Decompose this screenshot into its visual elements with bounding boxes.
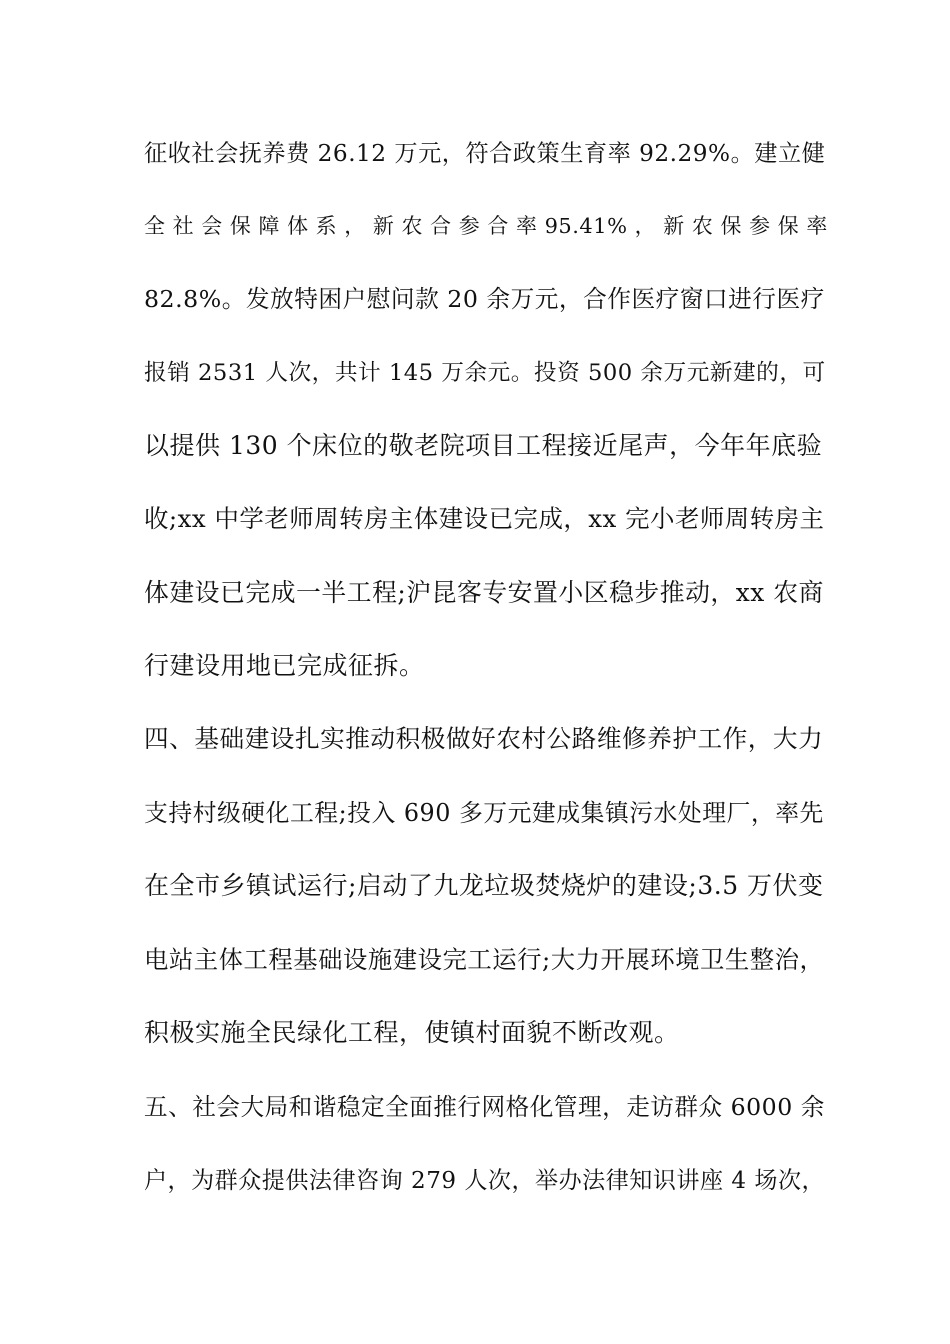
text-line: 电站主体工程基础设施建设完工运行;大力开展环境卫生整治， (144, 945, 825, 974)
text-line: 四、基础建设扎实推动积极做好农村公路维修养护工作，大力 (144, 724, 824, 753)
text-line: 积极实施全民绿化工程，使镇村面貌不断改观。 (144, 1018, 680, 1047)
text-line: 收;xx 中学老师周转房主体建设已完成，xx 完小老师周转房主 (144, 504, 825, 533)
text-line: 以提供 130 个床位的敬老院项目工程接近尾声，今年年底验 (144, 431, 823, 460)
text-line: 户，为群众提供法律咨询 279 人次，举办法律知识讲座 4 场次， (144, 1168, 826, 1194)
text-line: 征收社会抚养费 26.12 万元，符合政策生育率 92.29%。建立健 (144, 140, 826, 167)
text-line: 报销 2531 人次，共计 145 万余元。投资 500 余万元新建的，可 (144, 360, 826, 386)
text-line: 全 社 会 保 障 体 系 ， 新 农 合 参 合 率 95.41% ， 新 农 保 参 保 率 (144, 214, 828, 238)
text-line: 82.8%。发放特困户慰问款 20 余万元，合作医疗窗口进行医疗 (144, 285, 825, 313)
text-line: 行建设用地已完成征拆。 (144, 651, 425, 680)
text-line: 在全市乡镇试运行;启动了九龙垃圾焚烧炉的建设;3.5 万伏变 (144, 871, 824, 900)
text-line: 五、社会大局和谐稳定全面推行网格化管理，走访群众 6000 余 (144, 1093, 825, 1121)
text-line: 支持村级硬化工程;投入 690 多万元建成集镇污水处理厂，率先 (144, 799, 824, 827)
text-line: 体建设已完成一半工程;沪昆客专安置小区稳步推动，xx 农商 (144, 578, 824, 607)
